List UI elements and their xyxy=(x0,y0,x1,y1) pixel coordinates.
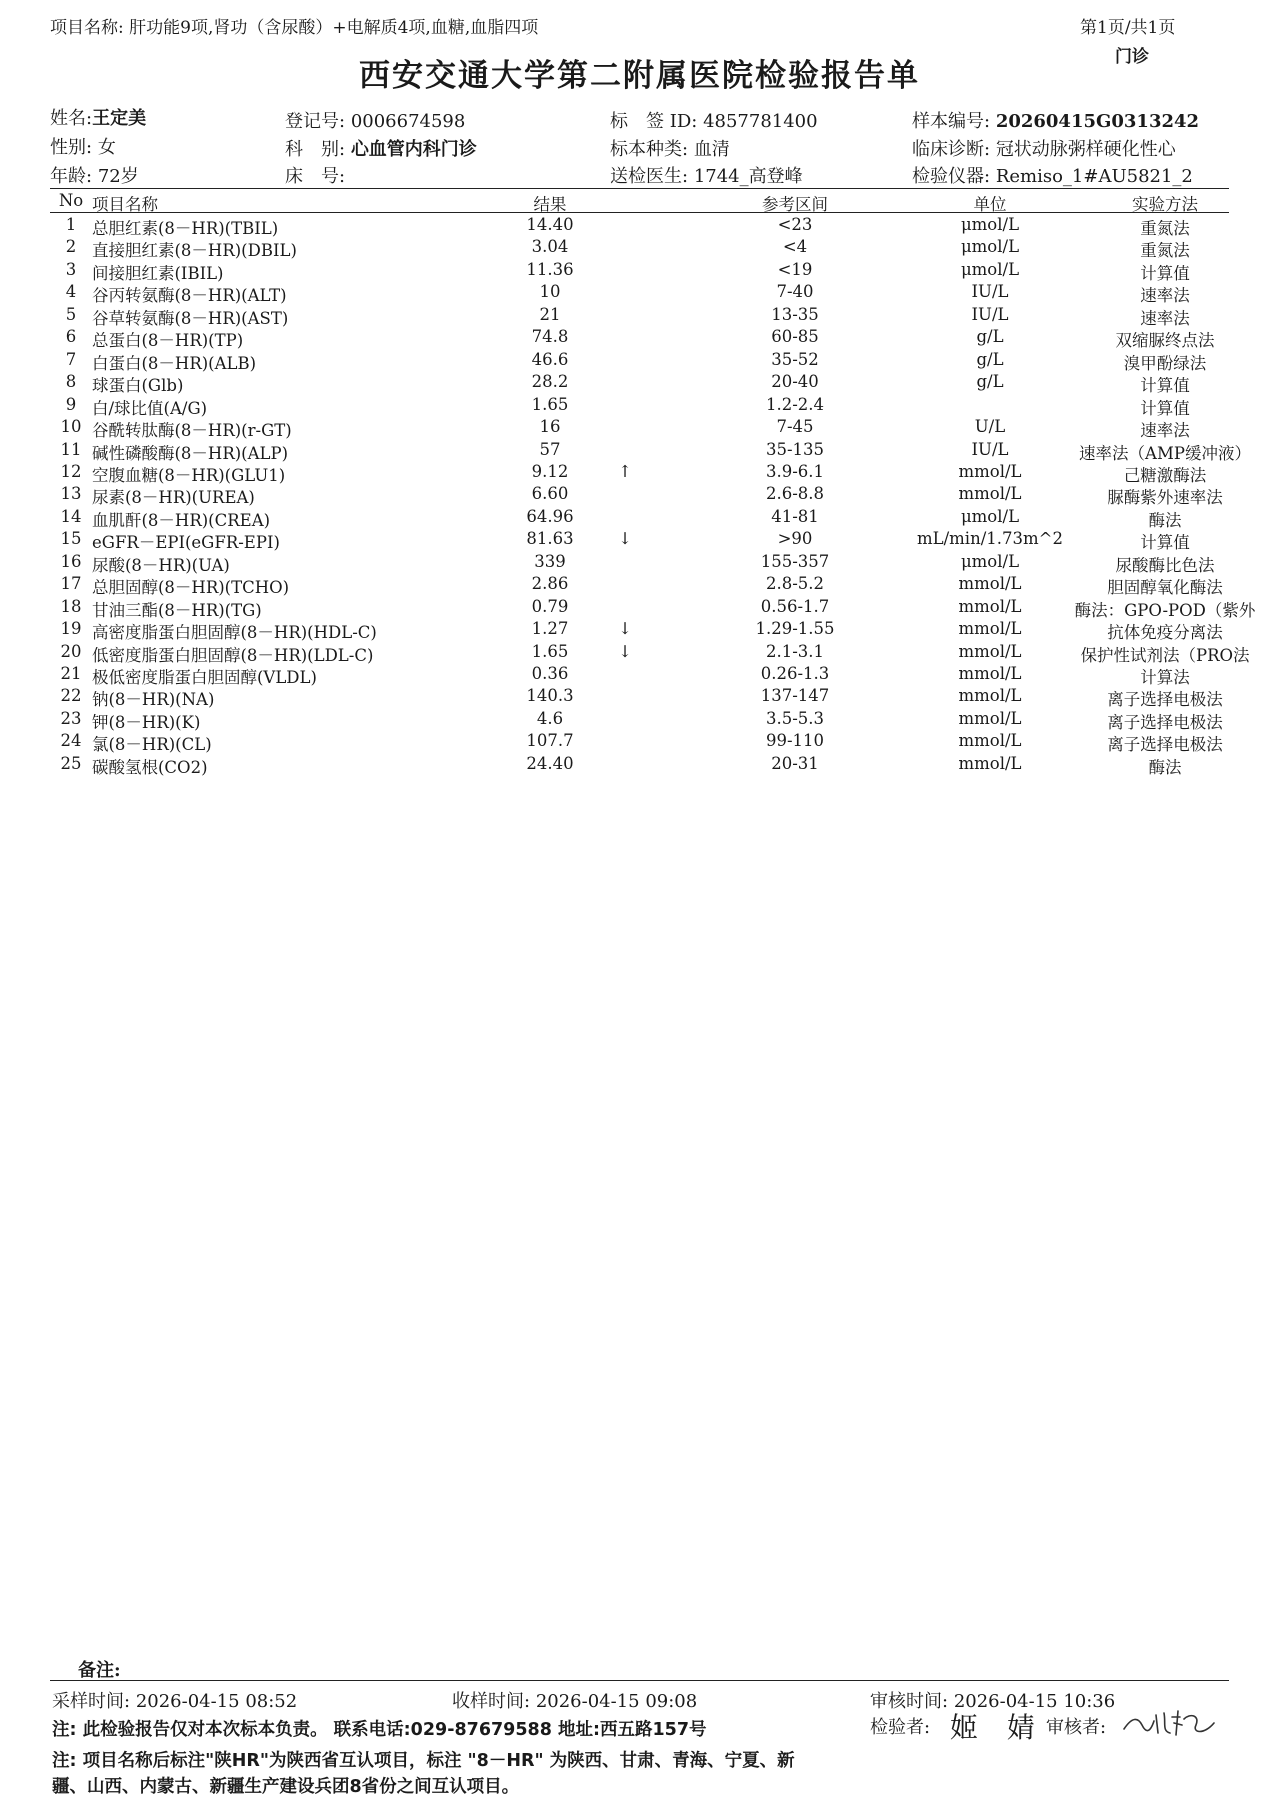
row-no: 22 xyxy=(60,686,82,706)
row-unit: mmol/L xyxy=(958,708,1022,728)
row-result: 4.6 xyxy=(536,708,564,728)
row-no: 8 xyxy=(65,372,77,392)
row-no: 20 xyxy=(60,641,82,661)
row-item-name: 尿素(8－HR)(UREA) xyxy=(92,488,255,508)
row-result: 3.04 xyxy=(531,237,569,257)
row-method: 离子选择电极法 xyxy=(1107,712,1223,732)
table-row xyxy=(50,282,1230,304)
row-no: 5 xyxy=(65,304,77,324)
row-no: 11 xyxy=(60,439,82,459)
row-method: 计算法 xyxy=(1140,668,1190,687)
row-item-name: 白蛋白(8－HR)(ALB) xyxy=(92,353,257,373)
row-ref-range: <4 xyxy=(782,237,808,257)
row-no: 12 xyxy=(60,461,82,481)
row-method: 保护性试剂法（PRO法 xyxy=(1080,645,1250,665)
row-ref-range: >90 xyxy=(777,529,813,549)
row-ref-range: 60-85 xyxy=(771,327,819,347)
row-item-name: 球蛋白(Glb) xyxy=(92,376,184,396)
name-label: 姓名: xyxy=(50,108,93,129)
row-result: 16 xyxy=(539,417,561,437)
row-unit: mmol/L xyxy=(958,574,1022,594)
row-item-name: 钾(8－HR)(K) xyxy=(92,712,201,732)
diagnosis-field xyxy=(912,135,1176,161)
row-no: 23 xyxy=(60,708,82,728)
table-row xyxy=(50,619,1230,641)
row-unit: mmol/L xyxy=(958,596,1022,616)
row-unit: mmol/L xyxy=(958,731,1022,751)
row-ref-range: <23 xyxy=(777,215,813,234)
instrument-value: Remiso_1#AU5821_2 xyxy=(995,166,1193,187)
inspector-field xyxy=(870,1713,930,1739)
patient-age: 72岁 xyxy=(97,166,139,187)
row-no: 15 xyxy=(60,529,82,549)
row-item-name: 总胆固醇(8－HR)(TCHO) xyxy=(92,578,290,598)
row-item-name: 总胆红素(8－HR)(TBIL) xyxy=(92,219,279,238)
table-row xyxy=(50,417,1230,439)
row-unit: μmol/L xyxy=(960,237,1020,257)
patient-name: 王定美 xyxy=(92,108,147,129)
doctor-value: 1744_高登峰 xyxy=(693,166,803,187)
row-item-name: 间接胆红素(IBIL) xyxy=(92,263,224,283)
row-method: 溴甲酚绿法 xyxy=(1123,353,1207,373)
row-item-name: 钠(8－HR)(NA) xyxy=(92,690,215,710)
dept-field xyxy=(285,135,477,161)
table-row xyxy=(50,641,1250,665)
table-row xyxy=(50,507,1230,529)
row-no: 17 xyxy=(60,574,82,594)
row-result: 339 xyxy=(534,551,566,571)
sample-no-label: 样本编号: xyxy=(912,111,991,132)
row-method: 酶法：GPO-POD（紫外 xyxy=(1074,600,1256,620)
row-no: 13 xyxy=(60,484,82,504)
age-field xyxy=(50,162,139,188)
diagnosis-label: 临床诊断: xyxy=(912,139,991,160)
tag-label: 标 签 ID: xyxy=(610,111,698,132)
row-item-name: 碳酸氢根(CO2) xyxy=(92,757,208,777)
row-result: 11.36 xyxy=(526,259,574,279)
row-result: 57 xyxy=(539,439,561,459)
row-ref-range: 35-135 xyxy=(765,439,825,459)
row-result: 140.3 xyxy=(526,686,574,706)
row-ref-range: 99-110 xyxy=(765,731,825,751)
row-unit: μmol/L xyxy=(960,506,1020,526)
table-row xyxy=(50,327,1230,349)
row-item-name: 血肌酐(8－HR)(CREA) xyxy=(92,510,271,530)
row-method: 重氮法 xyxy=(1140,219,1190,238)
row-result: 24.40 xyxy=(526,753,574,773)
dept-value: 心血管内科门诊 xyxy=(350,139,477,160)
row-ref-range: 13-35 xyxy=(771,304,819,324)
table-row xyxy=(50,529,1230,551)
row-ref-range: 0.56-1.7 xyxy=(760,596,830,616)
table-row xyxy=(50,372,1230,394)
row-ref-range: 137-147 xyxy=(760,686,830,706)
row-no: 4 xyxy=(65,282,77,302)
row-unit: mmol/L xyxy=(958,664,1022,683)
note-disclaimer: 注: 此检验报告仅对本次标本负责。 联系电话:029-87679588 地址:西五路157号 xyxy=(52,1720,707,1740)
row-ref-range: 2.8-5.2 xyxy=(765,574,825,594)
row-result: 107.7 xyxy=(526,731,574,751)
table-row xyxy=(50,731,1230,753)
project-label: 项目名称: xyxy=(50,18,124,38)
row-flag: ↓ xyxy=(618,641,632,661)
sex-label: 性别: xyxy=(50,137,93,158)
row-unit: mmol/L xyxy=(958,753,1022,773)
row-result: 64.96 xyxy=(526,506,574,526)
reg-label: 登记号: xyxy=(285,111,346,132)
row-ref-range: 20-31 xyxy=(771,753,819,773)
row-no: 14 xyxy=(60,506,82,526)
inspector-signature: 姬 婧 xyxy=(950,1711,1045,1744)
row-ref-range: 3.5-5.3 xyxy=(765,708,825,728)
inspector-label: 检验者: xyxy=(870,1717,931,1738)
row-method: 酶法 xyxy=(1148,510,1182,530)
tag-field xyxy=(610,107,818,133)
reviewer-label: 审核者: xyxy=(1046,1717,1107,1738)
row-method: 计算值 xyxy=(1140,263,1190,283)
row-unit: IU/L xyxy=(971,439,1009,459)
row-no: 16 xyxy=(60,551,82,571)
row-unit: U/L xyxy=(974,417,1006,437)
note-mutual-recognition-line2: 疆、山西、内蒙古、新疆生产建设兵团8省份之间互认项目。 xyxy=(52,1777,520,1797)
page-info: 第1页/共1页 xyxy=(1080,18,1176,38)
table-row xyxy=(50,395,1230,417)
row-no: 2 xyxy=(65,237,77,257)
table-row xyxy=(50,215,1230,237)
row-ref-range: 3.9-6.1 xyxy=(765,461,825,481)
table-row xyxy=(50,596,1256,620)
row-result: 46.6 xyxy=(531,349,569,369)
row-item-name: 谷酰转肽酶(8－HR)(r-GT) xyxy=(92,421,292,441)
collect-time-label: 采样时间: xyxy=(52,1691,131,1712)
row-result: 74.8 xyxy=(531,327,569,347)
instrument-label: 检验仪器: xyxy=(912,166,991,187)
row-item-name: 直接胆红素(8－HR)(DBIL) xyxy=(92,241,297,261)
row-no: 1 xyxy=(65,215,77,234)
dept-label: 科 别: xyxy=(285,139,346,160)
col-result: 结果 xyxy=(533,195,567,214)
row-item-name: 碱性磷酸酶(8－HR)(ALP) xyxy=(92,443,289,463)
row-no: 25 xyxy=(60,753,82,773)
table-row xyxy=(50,552,1230,574)
table-row xyxy=(50,709,1230,731)
patient-sex: 女 xyxy=(97,137,116,158)
row-ref-range: 0.26-1.3 xyxy=(760,664,830,683)
row-unit: mmol/L xyxy=(958,641,1022,661)
age-label: 年龄: xyxy=(50,166,93,187)
row-no: 9 xyxy=(65,394,77,414)
reviewer-signature xyxy=(1120,1703,1220,1741)
row-result: 28.2 xyxy=(531,372,569,392)
table-header xyxy=(50,191,1230,213)
col-ref: 参考区间 xyxy=(762,195,828,214)
table-row xyxy=(50,237,1230,259)
row-no: 6 xyxy=(65,327,77,347)
row-result: 14.40 xyxy=(526,215,574,234)
row-method: 胆固醇氧化酶法 xyxy=(1107,578,1223,598)
table-row xyxy=(50,260,1230,282)
row-method: 己糖激酶法 xyxy=(1123,465,1207,485)
row-item-name: 低密度脂蛋白胆固醇(8－HR)(LDL-C) xyxy=(92,645,374,665)
bed-field xyxy=(285,162,345,188)
row-method: 速率法 xyxy=(1140,286,1190,306)
table-row xyxy=(50,664,1230,686)
table-row xyxy=(50,574,1230,596)
remark-label: 备注: xyxy=(78,1660,121,1681)
row-method: 酶法 xyxy=(1148,757,1182,777)
collect-time-value: 2026-04-15 08:52 xyxy=(135,1691,298,1712)
specimen-type-field xyxy=(610,135,730,161)
row-unit: IU/L xyxy=(971,282,1009,302)
row-ref-range: 1.2-2.4 xyxy=(765,394,825,414)
col-unit: 单位 xyxy=(973,195,1007,214)
row-ref-range: 7-45 xyxy=(776,417,814,437)
receive-time-value: 2026-04-15 09:08 xyxy=(535,1691,698,1712)
project-line xyxy=(50,13,538,38)
sex-field xyxy=(50,133,116,159)
row-unit: g/L xyxy=(976,349,1004,369)
row-ref-range: 2.1-3.1 xyxy=(765,641,825,661)
row-item-name: eGFR－EPI(eGFR-EPI) xyxy=(92,533,280,553)
row-result: 2.86 xyxy=(531,574,569,594)
row-result: 1.65 xyxy=(531,394,569,414)
row-method: 重氮法 xyxy=(1140,241,1190,261)
collect-time-field xyxy=(52,1687,297,1713)
project-value: 肝功能9项,肾功（含尿酸）+电解质4项,血糖,血脂四项 xyxy=(129,18,539,38)
row-unit: g/L xyxy=(976,327,1004,347)
row-ref-range: 7-40 xyxy=(776,282,814,302)
row-ref-range: 2.6-8.8 xyxy=(765,484,825,504)
specimen-type-label: 标本种类: xyxy=(610,139,689,160)
row-item-name: 氯(8－HR)(CL) xyxy=(92,735,212,755)
row-method: 计算值 xyxy=(1140,398,1190,418)
instrument-field xyxy=(912,162,1193,188)
audit-time-value: 2026-04-15 10:36 xyxy=(953,1691,1116,1712)
tag-value: 4857781400 xyxy=(703,111,818,132)
visit-type: 门诊 xyxy=(1115,47,1149,67)
row-ref-range: 1.29-1.55 xyxy=(755,619,835,639)
row-method: 离子选择电极法 xyxy=(1107,735,1223,755)
row-result: 0.36 xyxy=(531,664,569,683)
row-ref-range: 155-357 xyxy=(760,551,830,571)
row-result: 1.65 xyxy=(531,641,569,661)
row-method: 离子选择电极法 xyxy=(1107,690,1223,710)
row-item-name: 空腹血糖(8－HR)(GLU1) xyxy=(92,465,286,485)
row-ref-range: 41-81 xyxy=(771,506,819,526)
row-flag: ↓ xyxy=(618,529,632,549)
doctor-field xyxy=(610,162,803,188)
row-unit: mmol/L xyxy=(958,484,1022,504)
row-item-name: 谷丙转氨酶(8－HR)(ALT) xyxy=(92,286,287,306)
row-item-name: 白/球比值(A/G) xyxy=(92,398,208,418)
row-method: 速率法 xyxy=(1140,421,1190,441)
row-no: 3 xyxy=(65,259,77,279)
row-no: 7 xyxy=(65,349,77,369)
row-ref-range: 35-52 xyxy=(771,349,819,369)
row-method: 脲酶紫外速率法 xyxy=(1107,488,1223,508)
table-row xyxy=(50,462,1230,484)
table-row xyxy=(50,754,1230,776)
row-unit: IU/L xyxy=(971,304,1009,324)
bed-label: 床 号: xyxy=(285,166,346,187)
col-name: 项目名称 xyxy=(92,195,158,214)
row-ref-range: <19 xyxy=(777,259,813,279)
diagnosis-value: 冠状动脉粥样硬化性心 xyxy=(995,139,1176,160)
col-no: No xyxy=(58,191,84,210)
row-method: 尿酸酶比色法 xyxy=(1115,555,1215,575)
table-header-rule xyxy=(50,212,1229,213)
row-result: 21 xyxy=(539,304,561,324)
table-row xyxy=(50,350,1230,372)
row-result: 9.12 xyxy=(531,461,569,481)
row-unit: mmol/L xyxy=(958,461,1022,481)
row-method: 双缩脲终点法 xyxy=(1115,331,1215,351)
footer-top-rule xyxy=(50,1680,1229,1681)
row-method: 速率法（AMP缓冲液） xyxy=(1079,443,1251,463)
table-row xyxy=(50,305,1230,327)
reviewer-field xyxy=(1046,1713,1106,1739)
row-unit: mmol/L xyxy=(958,619,1022,639)
sample-no-field xyxy=(912,107,1199,133)
receive-time-label: 收样时间: xyxy=(452,1691,531,1712)
report-title: 西安交通大学第二附属医院检验报告单 xyxy=(359,58,920,94)
row-no: 18 xyxy=(60,596,82,616)
row-result: 6.60 xyxy=(531,484,569,504)
row-unit: μmol/L xyxy=(960,215,1020,234)
row-method: 抗体免疫分离法 xyxy=(1107,623,1223,643)
table-row xyxy=(50,686,1230,708)
col-method: 实验方法 xyxy=(1132,195,1198,214)
row-result: 10 xyxy=(539,282,561,302)
row-item-name: 高密度脂蛋白胆固醇(8－HR)(HDL-C) xyxy=(92,623,377,643)
doctor-label: 送检医生: xyxy=(610,166,689,187)
row-method: 计算值 xyxy=(1140,533,1190,553)
reg-number: 0006674598 xyxy=(350,111,466,132)
reg-field xyxy=(285,107,465,133)
row-unit: μmol/L xyxy=(960,259,1020,279)
row-unit: g/L xyxy=(976,372,1004,392)
row-item-name: 尿酸(8－HR)(UA) xyxy=(92,555,230,575)
name-field xyxy=(50,104,146,130)
row-item-name: 总蛋白(8－HR)(TP) xyxy=(92,331,244,351)
row-unit: μmol/L xyxy=(960,551,1020,571)
table-row xyxy=(50,484,1230,506)
row-result: 81.63 xyxy=(526,529,574,549)
row-item-name: 极低密度脂蛋白胆固醇(VLDL) xyxy=(92,668,317,687)
row-method: 速率法 xyxy=(1140,308,1190,328)
note-mutual-recognition-line1: 注: 项目名称后标注"陕HR"为陕西省互认项目，标注 "8－HR" 为陕西、甘肃、青海、宁夏、新 xyxy=(52,1751,795,1771)
row-no: 24 xyxy=(60,731,82,751)
sample-no-value: 20260415G0313242 xyxy=(995,111,1200,132)
row-unit: mL/min/1.73m^2 xyxy=(917,529,1063,549)
row-item-name: 甘油三酯(8－HR)(TG) xyxy=(92,600,262,620)
row-result: 0.79 xyxy=(531,596,569,616)
specimen-type-value: 血清 xyxy=(693,139,730,160)
row-method: 计算值 xyxy=(1140,376,1190,396)
row-no: 19 xyxy=(60,619,82,639)
audit-time-label: 审核时间: xyxy=(870,1691,949,1712)
row-flag: ↑ xyxy=(618,461,632,481)
row-flag: ↓ xyxy=(618,619,632,639)
row-unit: mmol/L xyxy=(958,686,1022,706)
table-row xyxy=(50,439,1251,463)
row-no: 21 xyxy=(60,664,82,683)
row-item-name: 谷草转氨酶(8－HR)(AST) xyxy=(92,308,289,328)
receive-time-field xyxy=(452,1687,697,1713)
table-top-rule xyxy=(50,188,1229,189)
row-ref-range: 20-40 xyxy=(771,372,819,392)
row-result: 1.27 xyxy=(531,619,569,639)
row-no: 10 xyxy=(60,417,82,437)
